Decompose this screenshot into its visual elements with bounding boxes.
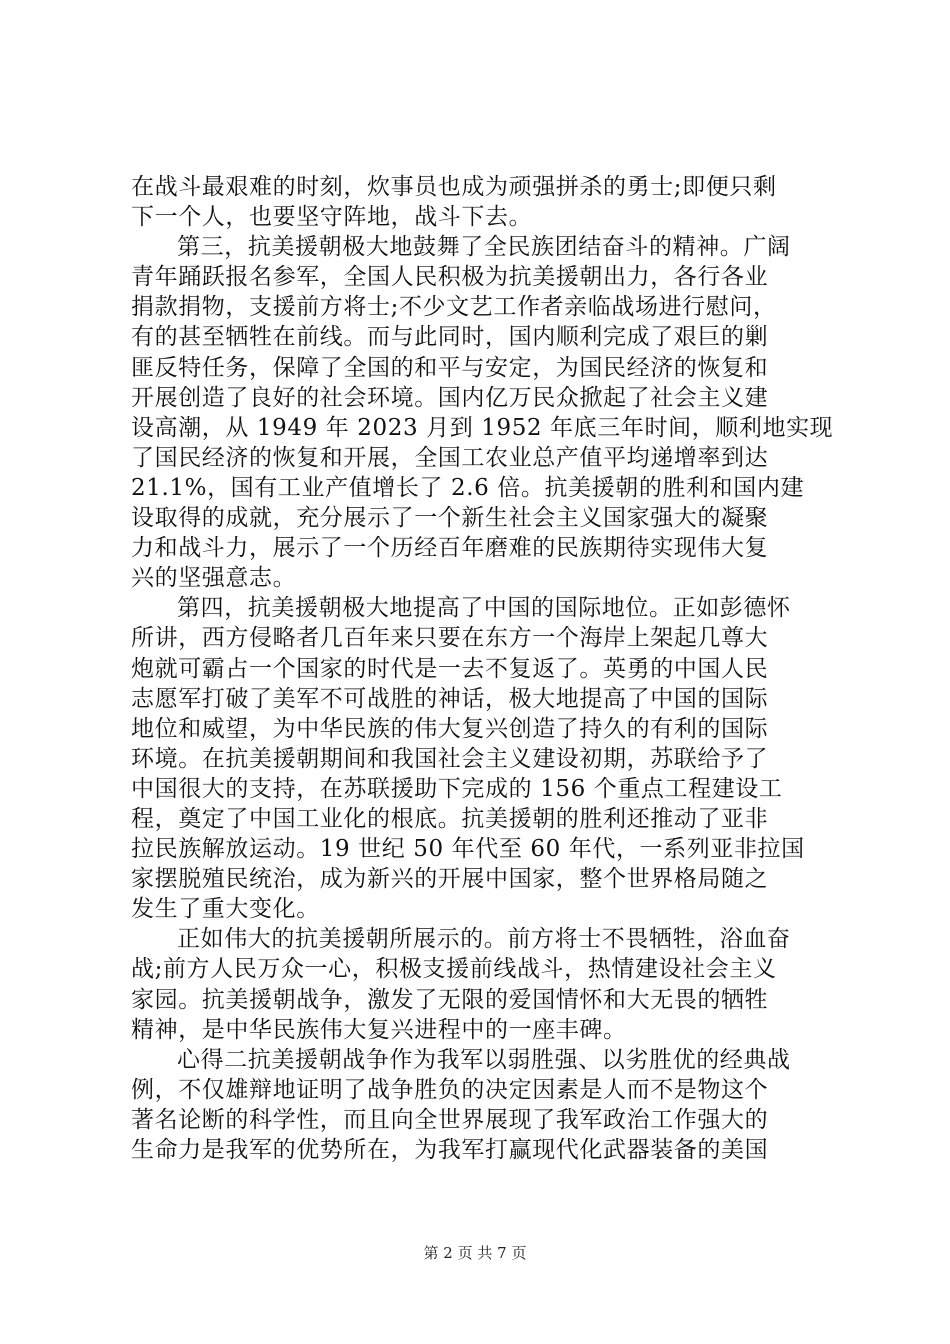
text-line: 发生了重大变化。 [131, 896, 320, 923]
page-footer: 第 2 页 共 7 页 [423, 1244, 527, 1262]
text-line: 炮就可霸占一个国家的时代是一去不复返了。英勇的中国人民 [131, 655, 769, 682]
text-line: 21.1%，国有工业产值增长了 2.6 倍。抗美援朝的胜利和国内建 [131, 474, 805, 501]
text-line: 中国很大的支持，在苏联援助下完成的 156 个重点工程建设工 [131, 775, 783, 802]
text-line: 家摆脱殖民统治，成为新兴的开展中国家，整个世界格局随之 [131, 866, 769, 893]
text-line: 了国民经济的恢复和开展，全国工农业总产值平均递增率到达 [131, 444, 769, 471]
text-line: 开展创造了良好的社会环境。国内亿万民众掀起了社会主义建 [131, 384, 769, 411]
text-line: 第四，抗美援朝极大地提高了中国的国际地位。正如彭德怀 [177, 595, 791, 622]
text-line: 拉民族解放运动。19 世纪 50 年代至 60 年代，一系列亚非拉国 [131, 836, 805, 863]
text-line: 精神，是中华民族伟大复兴进程中的一座丰碑。 [131, 1016, 627, 1043]
text-line: 例，不仅雄辩地证明了战争胜负的决定因素是人而不是物这个 [131, 1076, 769, 1103]
text-line: 程，奠定了中国工业化的根底。抗美援朝的胜利还推动了亚非 [131, 805, 769, 832]
text-line: 设取得的成就，充分展示了一个新生社会主义国家强大的凝聚 [131, 505, 769, 532]
text-line: 设高潮，从 1949 年 2023 月到 1952 年底三年时间，顺利地实现 [131, 414, 834, 441]
text-line: 著名论断的科学性，而且向全世界展现了我军政治工作强大的 [131, 1106, 769, 1133]
text-line: 环境。在抗美援朝期间和我国社会主义建设初期，苏联给予了 [131, 745, 769, 772]
text-line: 志愿军打破了美军不可战胜的神话，极大地提高了中国的国际 [131, 685, 769, 712]
text-line: 心得二抗美援朝战争作为我军以弱胜强、以劣胜优的经典战 [177, 1046, 791, 1073]
text-line: 战;前方人民万众一心，积极支援前线战斗，热情建设社会主义 [131, 956, 777, 983]
text-line: 家园。抗美援朝战争，激发了无限的爱国情怀和大无畏的牺牲 [131, 986, 769, 1013]
body-text [131, 172, 834, 1165]
text-line: 第三，抗美援朝极大地鼓舞了全民族团结奋斗的精神。广阔 [177, 234, 791, 261]
text-line: 兴的坚强意志。 [131, 565, 297, 592]
text-line: 在战斗最艰难的时刻，炊事员也成为顽强拼杀的勇士;即便只剩 [131, 174, 777, 200]
text-line: 下一个人，也要坚守阵地，战斗下去。 [131, 204, 533, 231]
text-line: 有的甚至牺牲在前线。而与此同时，国内顺利完成了艰巨的剿 [131, 324, 769, 351]
text-line: 匪反特任务，保障了全国的和平与安定，为国民经济的恢复和 [131, 354, 769, 381]
text-line: 所讲，西方侵略者几百年来只要在东方一个海岸上架起几尊大 [131, 625, 769, 652]
text-line: 捐款捐物，支援前方将士;不少文艺工作者亲临战场进行慰问， [131, 294, 777, 321]
text-line: 正如伟大的抗美援朝所展示的。前方将士不畏牺牲，浴血奋 [177, 926, 791, 953]
text-line: 青年踊跃报名参军，全国人民积极为抗美援朝出力，各行各业 [131, 264, 769, 291]
text-line: 力和战斗力，展示了一个历经百年磨难的民族期待实现伟大复 [131, 535, 769, 562]
text-line: 地位和威望，为中华民族的伟大复兴创造了持久的有利的国际 [131, 715, 769, 742]
text-line: 生命力是我军的优势所在，为我军打赢现代化武器装备的美国 [131, 1137, 769, 1163]
